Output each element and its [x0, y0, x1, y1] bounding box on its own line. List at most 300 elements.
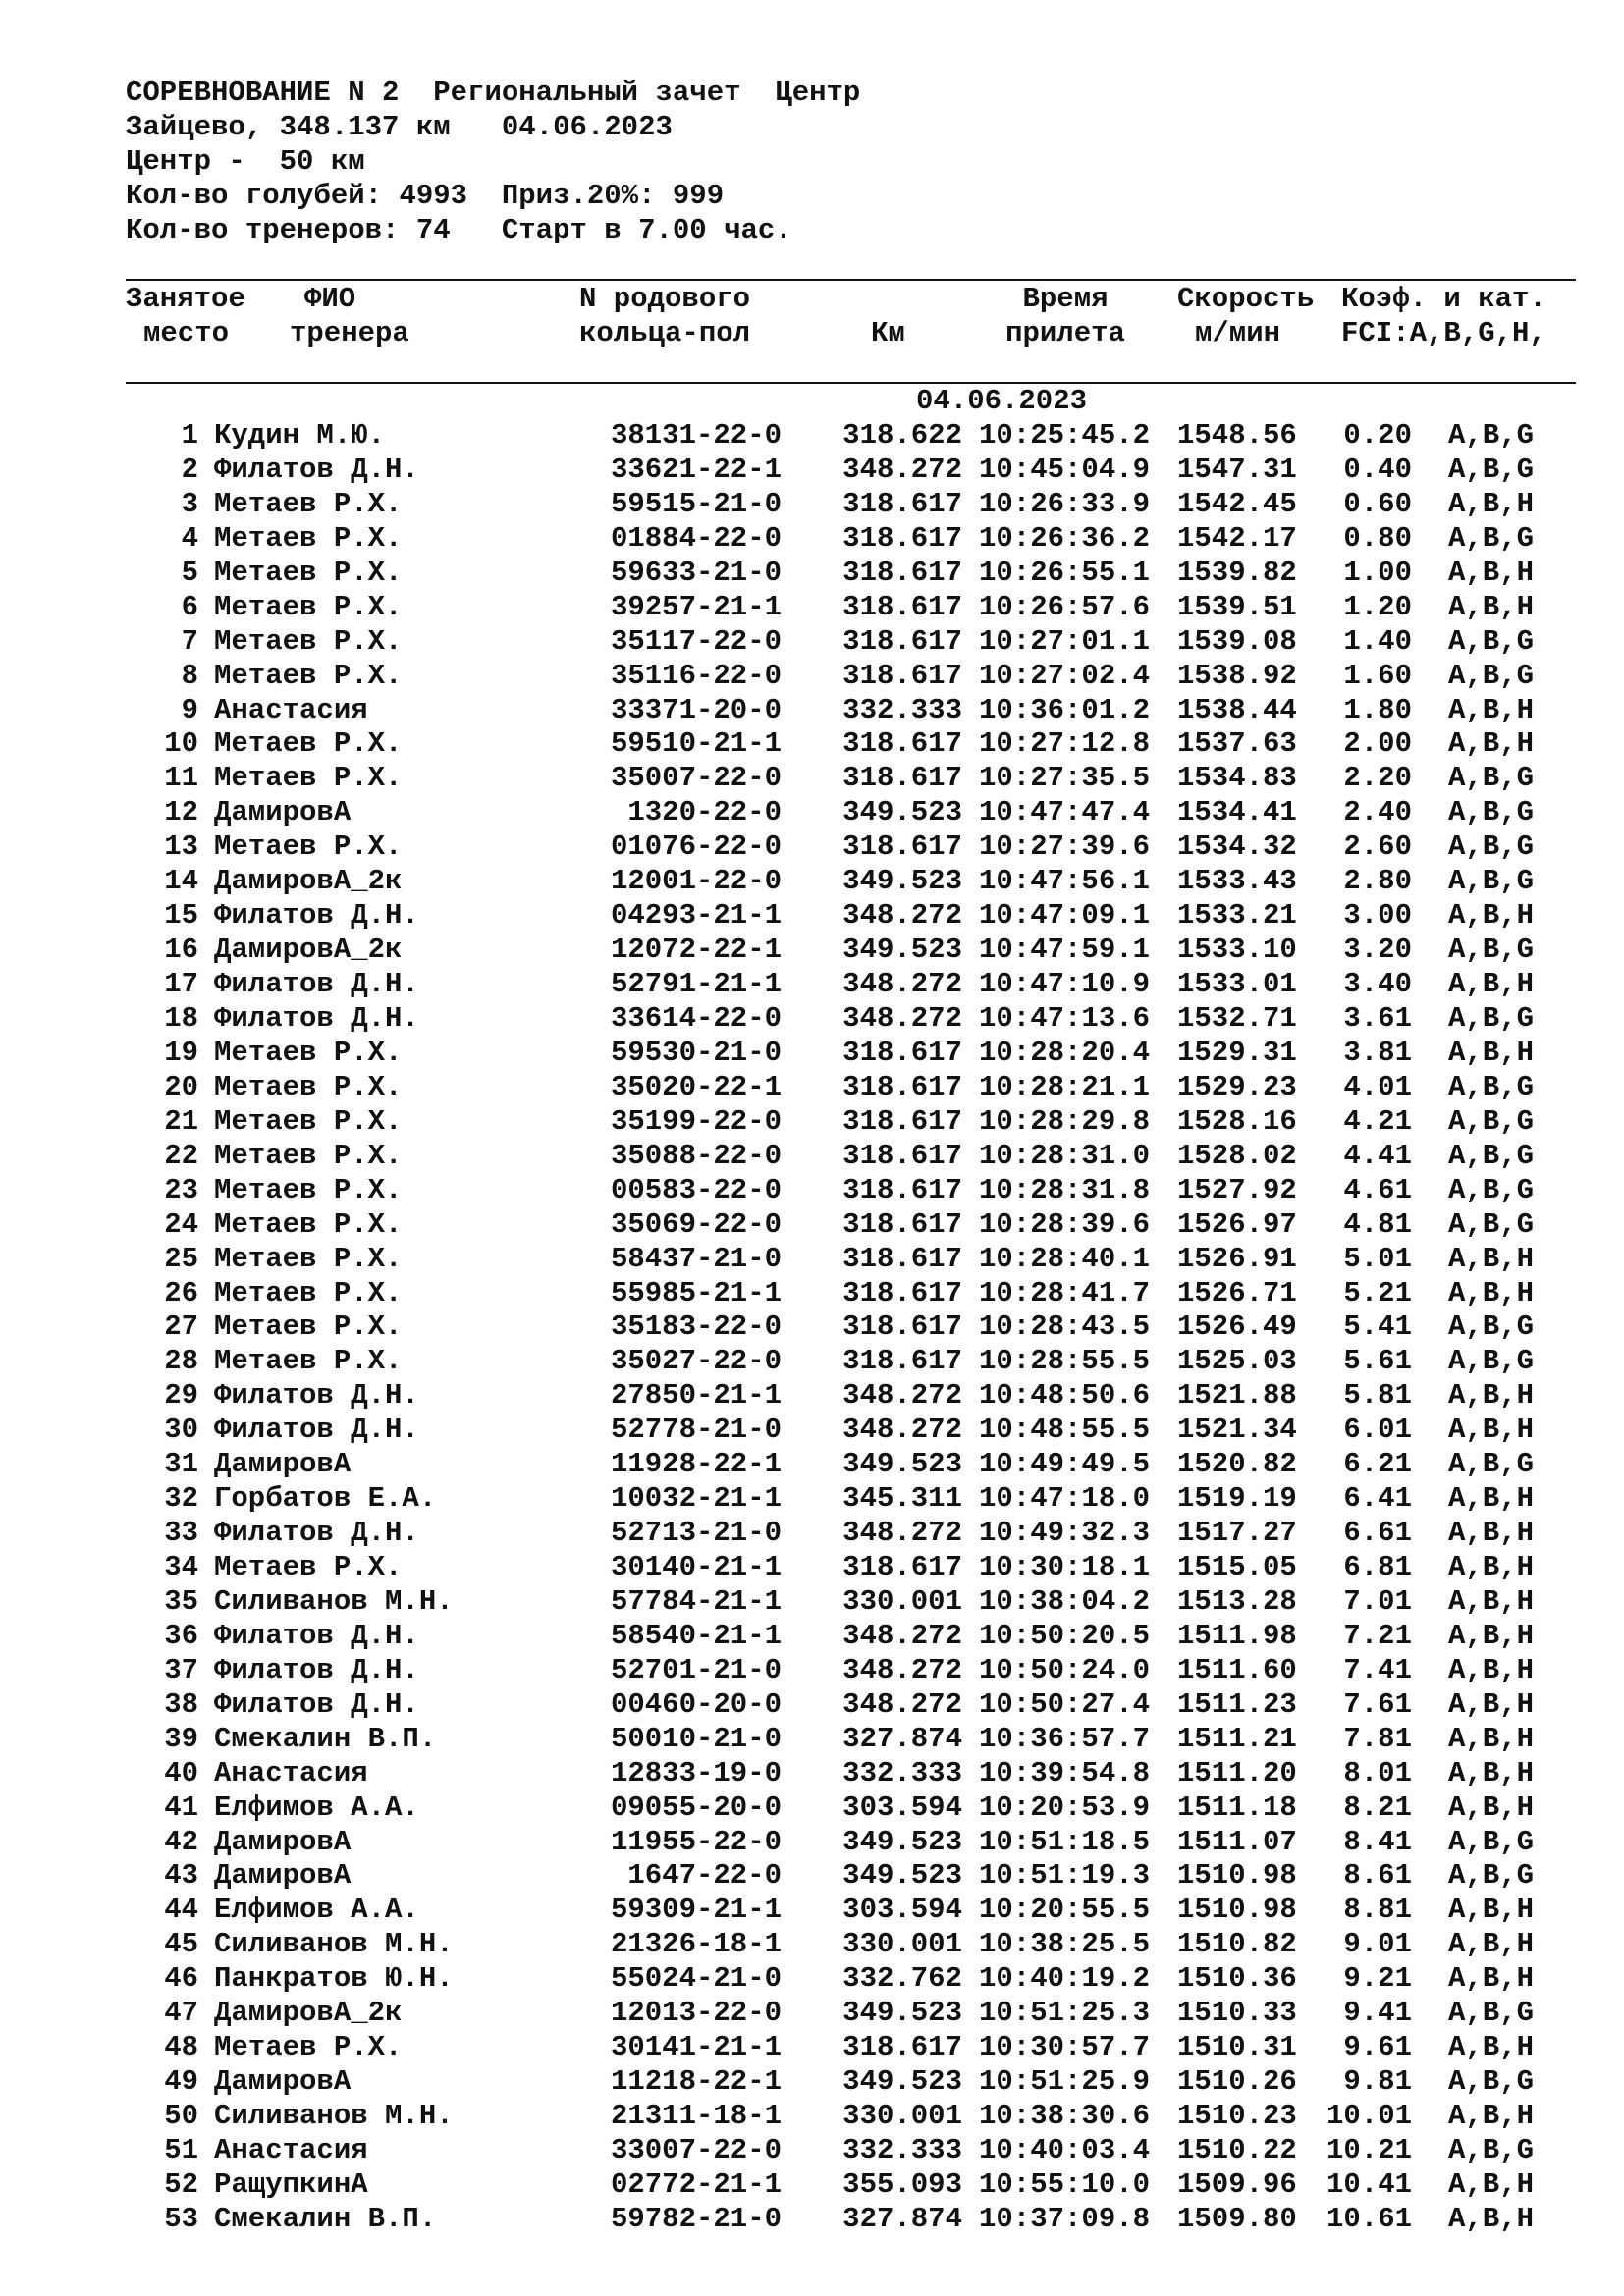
row-coefficient: 4.21 — [1343, 1104, 1412, 1138]
row-ring-number: 52701-21-0 — [610, 1653, 782, 1686]
row-distance-km: 318.617 — [842, 762, 962, 795]
row-place: 49 — [164, 2065, 198, 2099]
row-place: 7 — [181, 624, 198, 658]
row-categories: A,B,H — [1448, 556, 1535, 589]
row-arrival-time: 10:28:21.1 — [979, 1070, 1151, 1103]
row-ring-number: 27850-21-1 — [610, 1379, 782, 1413]
row-distance-km: 318.617 — [842, 487, 962, 520]
row-speed: 1539.82 — [1177, 556, 1297, 589]
row-place: 38 — [164, 1687, 198, 1721]
row-categories: A,B,G — [1448, 2134, 1535, 2166]
row-coefficient: 6.41 — [1343, 1482, 1412, 1516]
row-ring-number: 12072-22-1 — [610, 934, 782, 967]
row-arrival-time: 10:28:41.7 — [979, 1276, 1151, 1309]
row-distance-km: 318.617 — [842, 659, 962, 692]
row-coefficient: 0.40 — [1343, 453, 1412, 486]
row-place: 1 — [181, 419, 198, 452]
row-speed: 1509.80 — [1177, 2202, 1297, 2235]
row-arrival-time: 10:25:45.2 — [979, 419, 1151, 452]
row-trainer-name: ДамировА — [214, 2065, 352, 2099]
row-place: 42 — [164, 1825, 198, 1858]
row-categories: A,B,H — [1448, 1517, 1535, 1550]
row-arrival-time: 10:26:36.2 — [979, 521, 1151, 555]
row-place: 13 — [164, 830, 198, 864]
row-speed: 1525.03 — [1177, 1345, 1297, 1378]
row-coefficient: 2.20 — [1343, 762, 1412, 795]
row-trainer-name: Метаев Р.Х. — [214, 659, 403, 692]
row-distance-km: 349.523 — [842, 1448, 962, 1481]
row-ring-number: 35007-22-0 — [610, 762, 782, 795]
row-place: 46 — [164, 1962, 198, 1996]
row-coefficient: 5.81 — [1343, 1379, 1412, 1413]
row-categories: A,B,H — [1448, 1894, 1535, 1927]
row-place: 20 — [164, 1070, 198, 1103]
row-categories: A,B,H — [1448, 487, 1535, 520]
row-trainer-name: Метаев Р.Х. — [214, 1242, 403, 1275]
row-categories: A,B,G — [1448, 1345, 1535, 1378]
table-header-rule — [126, 382, 1576, 384]
row-categories: A,B,H — [1448, 2100, 1535, 2133]
row-speed: 1539.51 — [1177, 590, 1297, 623]
row-coefficient: 2.00 — [1343, 727, 1412, 761]
row-arrival-time: 10:47:18.0 — [979, 1482, 1151, 1516]
row-speed: 1534.41 — [1177, 796, 1297, 829]
row-categories: A,B,G — [1448, 830, 1535, 864]
row-coefficient: 4.01 — [1343, 1070, 1412, 1103]
row-trainer-name: Анастасия — [214, 693, 368, 726]
row-place: 47 — [164, 1997, 198, 2030]
row-ring-number: 21326-18-1 — [610, 1928, 782, 1961]
row-arrival-time: 10:47:56.1 — [979, 865, 1151, 898]
row-speed: 1511.21 — [1177, 1722, 1297, 1755]
row-trainer-name: Филатов Д.Н. — [214, 1414, 419, 1447]
row-arrival-time: 10:47:13.6 — [979, 1001, 1151, 1035]
row-coefficient: 5.41 — [1343, 1310, 1412, 1344]
row-distance-km: 349.523 — [842, 2065, 962, 2099]
row-ring-number: 35088-22-0 — [610, 1139, 782, 1172]
row-speed: 1521.88 — [1177, 1379, 1297, 1413]
row-distance-km: 349.523 — [842, 1997, 962, 2030]
row-arrival-time: 10:26:57.6 — [979, 590, 1151, 623]
row-ring-number: 35183-22-0 — [610, 1310, 782, 1344]
row-coefficient: 1.60 — [1343, 659, 1412, 692]
row-distance-km: 318.617 — [842, 1104, 962, 1138]
row-coefficient: 0.80 — [1343, 521, 1412, 555]
row-trainer-name: Метаев Р.Х. — [214, 556, 403, 589]
row-categories: A,B,H — [1448, 968, 1535, 1001]
row-speed: 1510.98 — [1177, 1859, 1297, 1893]
row-distance-km: 318.617 — [842, 1207, 962, 1241]
row-place: 52 — [164, 2167, 198, 2201]
row-coefficient: 8.01 — [1343, 1756, 1412, 1789]
row-coefficient: 8.81 — [1343, 1894, 1412, 1927]
row-categories: A,B,H — [1448, 1276, 1535, 1309]
row-ring-number: 11955-22-0 — [610, 1825, 782, 1858]
row-categories: A,B,H — [1448, 1687, 1535, 1721]
row-coefficient: 5.21 — [1343, 1276, 1412, 1309]
row-ring-number: 35116-22-0 — [610, 659, 782, 692]
row-trainer-name: Горбатов Е.А. — [214, 1482, 437, 1516]
row-categories: A,B,H — [1448, 1756, 1535, 1789]
row-ring-number: 11218-22-1 — [610, 2065, 782, 2099]
row-ring-number: 55024-21-0 — [610, 1962, 782, 1996]
row-arrival-time: 10:30:57.7 — [979, 2031, 1151, 2064]
zone-line: Центр - 50 км — [126, 145, 365, 178]
row-speed: 1538.92 — [1177, 659, 1297, 692]
row-categories: A,B,G — [1448, 1997, 1535, 2030]
row-trainer-name: Метаев Р.Х. — [214, 1070, 403, 1103]
row-speed: 1510.98 — [1177, 1894, 1297, 1927]
row-trainer-name: Метаев Р.Х. — [214, 727, 403, 761]
row-trainer-name: Силиванов М.Н. — [214, 1584, 454, 1618]
row-arrival-time: 10:28:31.8 — [979, 1173, 1151, 1206]
row-speed: 1534.32 — [1177, 830, 1297, 864]
row-place: 39 — [164, 1722, 198, 1755]
row-place: 17 — [164, 968, 198, 1001]
row-coefficient: 2.60 — [1343, 830, 1412, 864]
row-arrival-time: 10:51:25.9 — [979, 2065, 1151, 2099]
row-distance-km: 327.874 — [842, 2202, 962, 2235]
row-ring-number: 35027-22-0 — [610, 1345, 782, 1378]
row-ring-number: 35069-22-0 — [610, 1207, 782, 1241]
row-ring-number: 35020-22-1 — [610, 1070, 782, 1103]
row-distance-km: 318.617 — [842, 2031, 962, 2064]
row-place: 11 — [164, 762, 198, 795]
row-categories: A,B,H — [1448, 1551, 1535, 1584]
col-ring-label-1: N родового — [579, 283, 751, 315]
row-categories: A,B,G — [1448, 1173, 1535, 1206]
row-distance-km: 327.874 — [842, 1722, 962, 1755]
row-coefficient: 3.20 — [1343, 934, 1412, 967]
row-distance-km: 318.617 — [842, 521, 962, 555]
row-coefficient: 8.21 — [1343, 1790, 1412, 1824]
row-arrival-time: 10:37:09.8 — [979, 2202, 1151, 2235]
row-coefficient: 7.21 — [1343, 1619, 1412, 1652]
row-coefficient: 5.61 — [1343, 1345, 1412, 1378]
row-ring-number: 04293-21-1 — [610, 899, 782, 933]
row-categories: A,B,H — [1448, 1379, 1535, 1413]
row-speed: 1511.60 — [1177, 1653, 1297, 1686]
row-trainer-name: Анастасия — [214, 2134, 368, 2166]
row-distance-km: 355.093 — [842, 2167, 962, 2201]
row-trainer-name: Панкратов Ю.Н. — [214, 1962, 454, 1996]
row-arrival-time: 10:26:55.1 — [979, 556, 1151, 589]
row-distance-km: 348.272 — [842, 1379, 962, 1413]
row-coefficient: 7.61 — [1343, 1687, 1412, 1721]
row-categories: A,B,G — [1448, 1207, 1535, 1241]
row-ring-number: 00583-22-0 — [610, 1173, 782, 1206]
row-speed: 1517.27 — [1177, 1517, 1297, 1550]
row-ring-number: 35199-22-0 — [610, 1104, 782, 1138]
row-ring-number: 58540-21-1 — [610, 1619, 782, 1652]
row-ring-number: 55985-21-1 — [610, 1276, 782, 1309]
row-coefficient: 7.81 — [1343, 1722, 1412, 1755]
row-coefficient: 3.40 — [1343, 968, 1412, 1001]
row-distance-km: 318.617 — [842, 727, 962, 761]
row-arrival-time: 10:28:43.5 — [979, 1310, 1151, 1344]
col-place-label-2: место — [143, 317, 230, 349]
row-ring-number: 30141-21-1 — [610, 2031, 782, 2064]
row-trainer-name: Елфимов А.А. — [214, 1790, 419, 1824]
row-arrival-time: 10:28:20.4 — [979, 1036, 1151, 1069]
row-place: 25 — [164, 1242, 198, 1275]
row-categories: A,B,G — [1448, 521, 1535, 555]
col-place-label-1: Занятое — [126, 283, 245, 315]
row-ring-number: 52791-21-1 — [610, 968, 782, 1001]
row-arrival-time: 10:50:24.0 — [979, 1653, 1151, 1686]
row-trainer-name: Метаев Р.Х. — [214, 1551, 403, 1584]
row-arrival-time: 10:50:27.4 — [979, 1687, 1151, 1721]
row-speed: 1510.31 — [1177, 2031, 1297, 2064]
row-distance-km: 349.523 — [842, 1859, 962, 1893]
row-ring-number: 21311-18-1 — [610, 2100, 782, 2133]
row-coefficient: 9.41 — [1343, 1997, 1412, 2030]
row-categories: A,B,G — [1448, 453, 1535, 486]
row-place: 32 — [164, 1482, 198, 1516]
row-ring-number: 01884-22-0 — [610, 521, 782, 555]
row-speed: 1529.31 — [1177, 1036, 1297, 1069]
row-speed: 1521.34 — [1177, 1414, 1297, 1447]
row-coefficient: 9.01 — [1343, 1928, 1412, 1961]
row-coefficient: 2.80 — [1343, 865, 1412, 898]
row-arrival-time: 10:47:59.1 — [979, 934, 1151, 967]
row-ring-number: 12833-19-0 — [610, 1756, 782, 1789]
row-categories: A,B,G — [1448, 762, 1535, 795]
row-arrival-time: 10:51:25.3 — [979, 1997, 1151, 2030]
row-coefficient: 2.40 — [1343, 796, 1412, 829]
row-place: 19 — [164, 1036, 198, 1069]
row-trainer-name: Метаев Р.Х. — [214, 762, 403, 795]
row-categories: A,B,G — [1448, 2065, 1535, 2099]
row-categories: A,B,G — [1448, 1070, 1535, 1103]
row-speed: 1510.82 — [1177, 1928, 1297, 1961]
row-arrival-time: 10:47:47.4 — [979, 796, 1151, 829]
row-distance-km: 318.617 — [842, 590, 962, 623]
trainer-count-line: Кол-во тренеров: 74 Старт в 7.00 час. — [126, 214, 792, 246]
row-speed: 1511.98 — [1177, 1619, 1297, 1652]
row-coefficient: 7.41 — [1343, 1653, 1412, 1686]
row-distance-km: 330.001 — [842, 2100, 962, 2133]
row-arrival-time: 10:49:32.3 — [979, 1517, 1151, 1550]
row-distance-km: 349.523 — [842, 934, 962, 967]
row-trainer-name: Метаев Р.Х. — [214, 1310, 403, 1344]
row-speed: 1510.23 — [1177, 2100, 1297, 2133]
row-place: 34 — [164, 1551, 198, 1584]
row-coefficient: 5.01 — [1343, 1242, 1412, 1275]
row-distance-km: 318.617 — [842, 1310, 962, 1344]
row-place: 15 — [164, 899, 198, 933]
row-arrival-time: 10:51:18.5 — [979, 1825, 1151, 1858]
row-place: 41 — [164, 1790, 198, 1824]
row-coefficient: 4.41 — [1343, 1139, 1412, 1172]
row-speed: 1533.01 — [1177, 968, 1297, 1001]
row-arrival-time: 10:27:39.6 — [979, 830, 1151, 864]
row-place: 6 — [181, 590, 198, 623]
row-speed: 1529.23 — [1177, 1070, 1297, 1103]
row-speed: 1537.63 — [1177, 727, 1297, 761]
row-arrival-time: 10:28:55.5 — [979, 1345, 1151, 1378]
competition-title: СОРЕВНОВАНИЕ N 2 Региональный зачет Центр — [126, 77, 861, 109]
row-ring-number: 52778-21-0 — [610, 1414, 782, 1447]
row-arrival-time: 10:40:03.4 — [979, 2134, 1151, 2166]
row-place: 33 — [164, 1517, 198, 1550]
row-ring-number: 33614-22-0 — [610, 1001, 782, 1035]
row-coefficient: 1.20 — [1343, 590, 1412, 623]
row-place: 8 — [181, 659, 198, 692]
row-ring-number: 59782-21-0 — [610, 2202, 782, 2235]
row-distance-km: 330.001 — [842, 1928, 962, 1961]
row-categories: A,B,G — [1448, 1825, 1535, 1858]
row-trainer-name: Метаев Р.Х. — [214, 1139, 403, 1172]
row-speed: 1511.18 — [1177, 1790, 1297, 1824]
row-arrival-time: 10:28:29.8 — [979, 1104, 1151, 1138]
row-place: 4 — [181, 521, 198, 555]
row-arrival-time: 10:38:04.2 — [979, 1584, 1151, 1618]
row-speed: 1511.07 — [1177, 1825, 1297, 1858]
row-speed: 1542.17 — [1177, 521, 1297, 555]
row-ring-number: 59309-21-1 — [610, 1894, 782, 1927]
row-place: 45 — [164, 1928, 198, 1961]
row-arrival-time: 10:38:30.6 — [979, 2100, 1151, 2133]
row-place: 9 — [181, 693, 198, 726]
release-point-line: Зайцево, 348.137 км 04.06.2023 — [126, 111, 673, 143]
row-place: 53 — [164, 2202, 198, 2235]
row-trainer-name: Филатов Д.Н. — [214, 968, 419, 1001]
row-trainer-name: Метаев Р.Х. — [214, 1345, 403, 1378]
row-distance-km: 318.617 — [842, 1036, 962, 1069]
row-categories: A,B,H — [1448, 1962, 1535, 1996]
row-place: 31 — [164, 1448, 198, 1481]
row-categories: A,B,H — [1448, 2202, 1535, 2235]
row-trainer-name: Метаев Р.Х. — [214, 1036, 403, 1069]
row-ring-number: 10032-21-1 — [610, 1482, 782, 1516]
row-categories: A,B,H — [1448, 1482, 1535, 1516]
row-place: 23 — [164, 1173, 198, 1206]
row-speed: 1547.31 — [1177, 453, 1297, 486]
row-coefficient: 4.61 — [1343, 1173, 1412, 1206]
row-trainer-name: Метаев Р.Х. — [214, 830, 403, 864]
row-trainer-name: Метаев Р.Х. — [214, 487, 403, 520]
row-coefficient: 10.41 — [1326, 2167, 1412, 2201]
row-place: 37 — [164, 1653, 198, 1686]
row-coefficient: 9.61 — [1343, 2031, 1412, 2064]
row-coefficient: 6.01 — [1343, 1414, 1412, 1447]
row-speed: 1511.20 — [1177, 1756, 1297, 1789]
row-distance-km: 318.617 — [842, 1242, 962, 1275]
row-ring-number: 11928-22-1 — [610, 1448, 782, 1481]
row-trainer-name: ДамировА — [214, 1825, 352, 1858]
row-categories: A,B,H — [1448, 590, 1535, 623]
col-name-label-1: ФИО — [304, 283, 356, 315]
row-distance-km: 348.272 — [842, 1653, 962, 1686]
row-place: 3 — [181, 487, 198, 520]
row-speed: 1532.71 — [1177, 1001, 1297, 1035]
row-ring-number: 1320-22-0 — [627, 796, 782, 829]
row-distance-km: 318.617 — [842, 556, 962, 589]
row-distance-km: 332.762 — [842, 1962, 962, 1996]
row-trainer-name: Метаев Р.Х. — [214, 1173, 403, 1206]
row-arrival-time: 10:47:09.1 — [979, 899, 1151, 933]
row-trainer-name: Метаев Р.Х. — [214, 2031, 403, 2064]
row-distance-km: 349.523 — [842, 796, 962, 829]
row-categories: A,B,H — [1448, 1790, 1535, 1824]
row-coefficient: 10.21 — [1326, 2134, 1412, 2166]
row-trainer-name: Метаев Р.Х. — [214, 521, 403, 555]
row-categories: A,B,G — [1448, 865, 1535, 898]
row-ring-number: 52713-21-0 — [610, 1517, 782, 1550]
row-speed: 1510.33 — [1177, 1997, 1297, 2030]
row-place: 26 — [164, 1276, 198, 1309]
row-coefficient: 8.61 — [1343, 1859, 1412, 1893]
row-trainer-name: Метаев Р.Х. — [214, 590, 403, 623]
row-distance-km: 348.272 — [842, 1001, 962, 1035]
row-arrival-time: 10:27:12.8 — [979, 727, 1151, 761]
row-speed: 1509.96 — [1177, 2167, 1297, 2201]
row-trainer-name: Елфимов А.А. — [214, 1894, 419, 1927]
row-categories: A,B,H — [1448, 1584, 1535, 1618]
row-coefficient: 6.21 — [1343, 1448, 1412, 1481]
row-trainer-name: Метаев Р.Х. — [214, 1104, 403, 1138]
row-categories: A,B,G — [1448, 1104, 1535, 1138]
row-speed: 1548.56 — [1177, 419, 1297, 452]
row-coefficient: 0.20 — [1343, 419, 1412, 452]
row-distance-km: 303.594 — [842, 1790, 962, 1824]
row-categories: A,B,G — [1448, 419, 1535, 452]
pigeon-count-line: Кол-во голубей: 4993 Приз.20%: 999 — [126, 180, 725, 212]
row-distance-km: 318.617 — [842, 1276, 962, 1309]
row-speed: 1526.91 — [1177, 1242, 1297, 1275]
row-ring-number: 12013-22-0 — [610, 1997, 782, 2030]
row-ring-number: 59515-21-0 — [610, 487, 782, 520]
row-place: 18 — [164, 1001, 198, 1035]
row-place: 48 — [164, 2031, 198, 2064]
row-ring-number: 01076-22-0 — [610, 830, 782, 864]
row-place: 35 — [164, 1584, 198, 1618]
row-ring-number: 59633-21-0 — [610, 556, 782, 589]
row-coefficient: 1.00 — [1343, 556, 1412, 589]
row-arrival-time: 10:40:19.2 — [979, 1962, 1151, 1996]
row-trainer-name: Филатов Д.Н. — [214, 1379, 419, 1413]
row-coefficient: 8.41 — [1343, 1825, 1412, 1858]
row-speed: 1526.49 — [1177, 1310, 1297, 1344]
row-arrival-time: 10:55:10.0 — [979, 2167, 1151, 2201]
row-categories: A,B,H — [1448, 2167, 1535, 2201]
row-trainer-name: ДамировА_2к — [214, 1997, 403, 2030]
row-speed: 1510.26 — [1177, 2065, 1297, 2099]
row-arrival-time: 10:38:25.5 — [979, 1928, 1151, 1961]
row-categories: A,B,H — [1448, 1414, 1535, 1447]
row-distance-km: 348.272 — [842, 968, 962, 1001]
row-arrival-time: 10:49:49.5 — [979, 1448, 1151, 1481]
row-trainer-name: ДамировА — [214, 1859, 352, 1893]
row-distance-km: 318.617 — [842, 830, 962, 864]
row-speed: 1533.10 — [1177, 934, 1297, 967]
row-place: 12 — [164, 796, 198, 829]
row-arrival-time: 10:45:04.9 — [979, 453, 1151, 486]
row-arrival-time: 10:51:19.3 — [979, 1859, 1151, 1893]
row-ring-number: 35117-22-0 — [610, 624, 782, 658]
row-trainer-name: Кудин М.Ю. — [214, 419, 386, 452]
row-arrival-time: 10:39:54.8 — [979, 1756, 1151, 1789]
row-place: 24 — [164, 1207, 198, 1241]
row-arrival-time: 10:27:01.1 — [979, 624, 1151, 658]
row-distance-km: 318.617 — [842, 1345, 962, 1378]
row-place: 2 — [181, 453, 198, 486]
row-ring-number: 50010-21-0 — [610, 1722, 782, 1755]
row-coefficient: 3.61 — [1343, 1001, 1412, 1035]
row-trainer-name: Филатов Д.Н. — [214, 1687, 419, 1721]
row-ring-number: 00460-20-0 — [610, 1687, 782, 1721]
